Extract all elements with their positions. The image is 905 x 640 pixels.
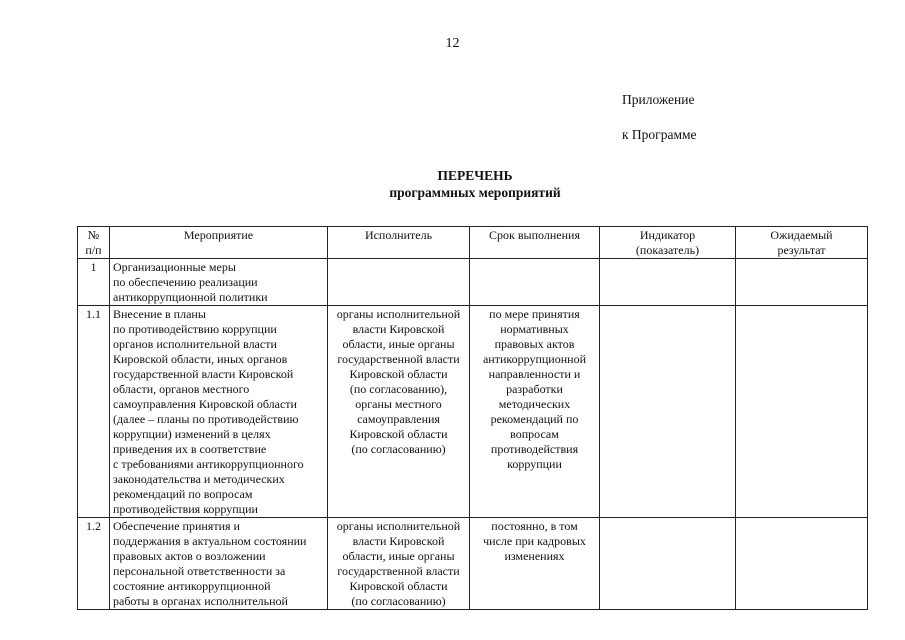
row-executor: органы исполнительной власти Кировской области, иные органы государственной власти Кировской области (по согласованию) xyxy=(328,518,470,610)
document-subtitle: программных мероприятий xyxy=(389,185,561,200)
row-activity: Организационные меры по обеспечению реализации антикоррупционной политики xyxy=(110,259,328,306)
row-indicator xyxy=(600,306,736,518)
row-num: 1.1 xyxy=(78,306,110,518)
row-result xyxy=(736,518,868,610)
row-deadline: по мере принятия нормативных правовых актов антикоррупционной направленности и разработки методических рекомендаций по вопросам противодействия коррупции xyxy=(470,306,600,518)
appendix-program-label: к Программе xyxy=(622,127,697,142)
row-num: 1.2 xyxy=(78,518,110,610)
header-activity: Мероприятие xyxy=(110,227,328,259)
row-result xyxy=(736,259,868,306)
row-result xyxy=(736,306,868,518)
row-num: 1 xyxy=(78,259,110,306)
table-header-row xyxy=(78,227,868,259)
table-row xyxy=(78,259,868,306)
row-deadline xyxy=(470,259,600,306)
header-indicator: Индикатор (показатель) xyxy=(600,227,736,259)
row-indicator xyxy=(600,259,736,306)
row-executor: органы исполнительной власти Кировской области, иные органы государственной власти Кировской области (по согласованию), органы местного самоуправления Кировской области (по согласованию) xyxy=(328,306,470,518)
table-row xyxy=(78,306,868,518)
row-activity: Обеспечение принятия и поддержания в актуальном состоянии правовых актов о возложении персональной ответственности за состояние антикоррупционной работы в органах исполнительной xyxy=(110,518,328,610)
table-row xyxy=(78,518,868,610)
document-title: ПЕРЕЧЕНЬ xyxy=(437,168,513,183)
header-num: № п/п xyxy=(78,227,110,259)
page-number: 12 xyxy=(445,36,460,51)
row-executor xyxy=(328,259,470,306)
header-executor: Исполнитель xyxy=(328,227,470,259)
header-deadline: Срок выполнения xyxy=(470,227,600,259)
row-activity: Внесение в планы по противодействию коррупции органов исполнительной власти Кировской области, иных органов государственной власти Кировской области, органов местного самоуправления Кировской области (далее – планы по противодействию коррупции) изменений в целях приведения их в соответствие с требованиями антикоррупционного законодательства и методических рекомендаций по вопросам противодействия коррупции xyxy=(110,306,328,518)
row-indicator xyxy=(600,518,736,610)
activities-table xyxy=(77,226,868,610)
appendix-label: Приложение xyxy=(622,92,695,107)
row-deadline: постоянно, в том числе при кадровых изменениях xyxy=(470,518,600,610)
header-result: Ожидаемый результат xyxy=(736,227,868,259)
